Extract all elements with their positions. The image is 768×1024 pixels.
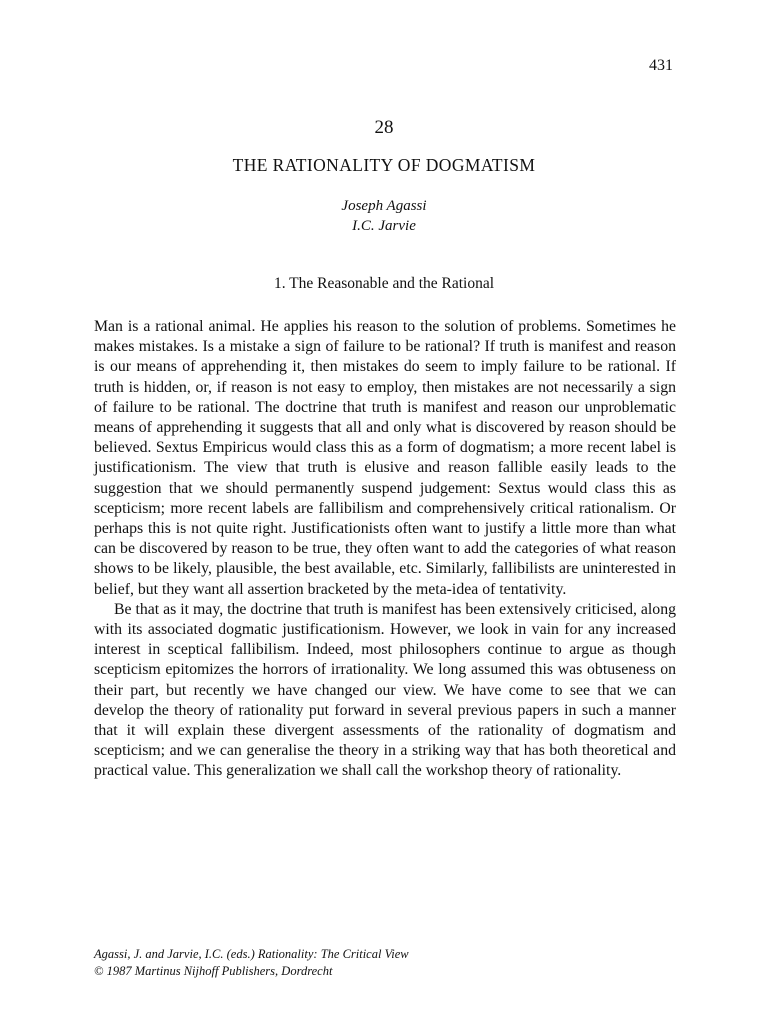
footer-citation <box>94 946 694 980</box>
chapter-title: THE RATIONALITY OF DOGMATISM <box>232 155 536 175</box>
paragraph: Be that as it may, the doctrine that truth is manifest has been extensively criticised, along with its associated dogmatic justificationism. However, we look in vain for any increased interest in sceptical fallibilism. Indeed, most philosophers continue to argue as though scepticism epitomizes the horrors of irrationality. We long assumed this was obtuseness on their part, but recently we have changed our view. We have come to see that we can develop the theory of rationality put forward in several previous papers in such a manner that it will explain these divergent assessments of the rationality of dogmatism and scepticism; and we can generalise the theory in a striking way that has both theoretical and practical value. This generalization we shall call the workshop theory of rationality. <box>94 600 676 780</box>
author-name: I.C. Jarvie <box>352 218 416 234</box>
page-number: 431 <box>649 57 673 74</box>
footer-line: © 1987 Martinus Nijhoff Publishers, Dordrecht <box>94 964 333 978</box>
author-list <box>0 196 768 236</box>
chapter-number: 28 <box>374 117 394 138</box>
footer-line: Agassi, J. and Jarvie, I.C. (eds.) Rationality: The Critical View <box>94 947 409 961</box>
body-text <box>94 317 676 782</box>
paragraph: Man is a rational animal. He applies his reason to the solution of problems. Sometimes he makes mistakes. Is a mistake a sign of failure to be rational? If truth is manifest and reason is our means of apprehending it, then mistakes do seem to imply failure to be rational. If truth is hidden, or, if reason is not easy to employ, then mistakes are not necessarily a sign of failure to be rational. The doctrine that truth is manifest and reason our unproblematic means of apprehending it suggests that all and only what is discovered by reason should be believed. Sextus Empiricus would class this as a form of dogmatism; a more recent label is justificationism. The view that truth is elusive and reason fallible easily leads to the suggestion that we should permanently suspend judgement: Sextus would class this as scepticism; more recent labels are fallibilism and comprehensively critical rationalism. Or perhaps this is not quite right. Justificationists often want to justify a little more than what can be discovered by reason to be true, they often want to add the categories of what reason shows to be likely, plausible, the best available, etc. Similarly, fallibilists are uninterested in belief, but they want all assertion bracketed by the meta-idea of tentativity. <box>94 318 676 598</box>
author-name: Joseph Agassi <box>341 198 427 214</box>
section-heading: 1. The Reasonable and the Rational <box>273 275 495 292</box>
